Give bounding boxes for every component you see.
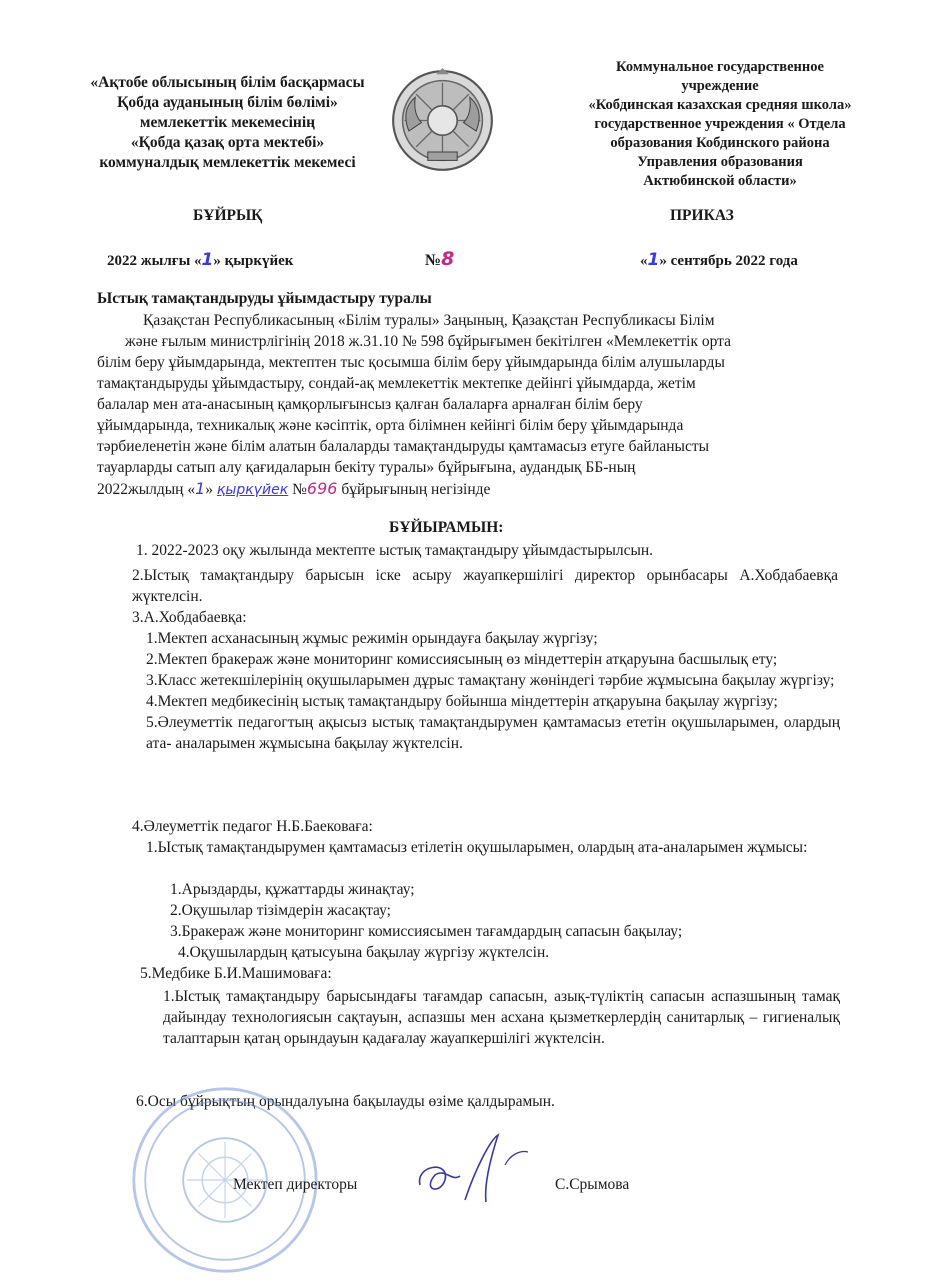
header-right-line: Управления образования xyxy=(637,154,803,170)
item-3-sub: 2.Мектеп бракераж және мониторинг комиссиясының өз міндеттерін атқаруына басшылық ету; xyxy=(146,651,778,668)
header-left-kz xyxy=(55,73,400,173)
preamble-date-prefix: 2022жылдың « xyxy=(97,481,196,498)
preamble-line: тамақтандыруды ұйымдастыру, сондай-ақ мемлекеттік мектепке дейінгі ұйымдарда, жетім xyxy=(97,375,696,392)
signature-icon xyxy=(410,1130,540,1210)
item-3-sub: 3.Класс жетекшілерінің оқушыларымен дұрыс тамақтану жөніндегі тәрбие жұмысына бақылау жүргізу; xyxy=(146,672,835,689)
date-ru xyxy=(640,250,798,270)
item-4-intro: 1.Ыстық тамақтандырумен қамтамасыз етілетін оқушыларымен, олардың ата-аналарымен жұмысы: xyxy=(146,839,808,856)
preamble-line: тәрбиеленетін және білім алатын балаларды тамақтандыруды қамтамасыз етуге байланысты xyxy=(97,438,710,455)
header-left-line: мемлекеттік мекемесінің xyxy=(139,114,316,131)
item-3-sub: 4.Мектеп медбикесінің ыстық тамақтандыру бойынша міндеттерін атқаруына бақылау жүргізу; xyxy=(146,693,778,710)
header-right-line: «Кобдинская казахская средняя школа» xyxy=(588,97,852,113)
item-3-subitems xyxy=(138,628,840,754)
item-3-heading: 3.А.Хобдабаевқа: xyxy=(132,609,247,626)
item-4-sub: 2.Оқушылар тізімдерін жасақтау; xyxy=(170,902,391,919)
date-kz xyxy=(107,250,293,270)
preamble-date-month: қыркүйек xyxy=(216,482,289,498)
signature-name: С.Срымова xyxy=(555,1176,630,1193)
date-kz-prefix: 2022 жылғы « xyxy=(107,253,202,269)
item-4-sub: 3.Бракераж және мониторинг комиссиясымен тағамдардың сапасын бақылау; xyxy=(170,923,683,940)
item-2: 2.Ыстық тамақтандыру барысын іске асыру жауапкершілігі директор орынбасары А.Хобдабаевқа жүктелсін. xyxy=(132,567,838,605)
preamble-line: балалар мен ата-анасының қамқорлығынсыз қалған балаларға арналған білім беру xyxy=(97,396,643,413)
signature-position: Мектеп директоры xyxy=(233,1176,358,1193)
item-3-sub: 5.Әлеуметтік педагогтың ақысыз ыстық тамақтандырумен қамтамасыз ететін оқушыларымен, олардың ата- аналарымен жұмысына бақылау жүктелсін. xyxy=(146,714,840,752)
item-4-subitems xyxy=(170,879,840,963)
date-ru-day: 1 xyxy=(647,250,660,270)
header-right-line: Коммунальное государственное xyxy=(616,59,824,75)
header-left-line: Қобда ауданының білім бөлімі» xyxy=(117,94,338,111)
header-right-line: Актюбинской области» xyxy=(643,173,797,189)
preamble-line: Қазақстан Республикасының «Білім туралы» Заңының, Қазақстан Республикасы Білім xyxy=(143,312,715,329)
order-heading: БҰЙЫРАМЫН: xyxy=(389,519,504,536)
header-left-line: коммуналдық мемлекеттік мекемесі xyxy=(99,154,356,171)
header-right-line: образования Кобдинского района xyxy=(610,135,830,151)
header-right-line: государственное учреждения « Отдела xyxy=(594,116,846,132)
preamble-line: білім беру ұйымдарында, мектептен тыс қосымша білім беру ұйымдарында білім алушыларды xyxy=(97,354,725,371)
preamble-line: және ғылым министрлігінің 2018 ж.31.10 № 598 бұйрығымен бекітілген «Мемлекеттік орта xyxy=(125,333,731,350)
preamble-date-mid: » xyxy=(205,481,214,498)
header-left-line: «Қобда қазақ орта мектебі» xyxy=(130,134,325,151)
item-1: 1. 2022-2023 оқу жылында мектепте ыстық тамақтандыру ұйымдастырылсын. xyxy=(136,542,654,559)
state-emblem-icon xyxy=(390,68,495,173)
item-5-text: 1.Ыстық тамақтандыру барысындағы тағамдар сапасын, азық-түліктің сапасын аспазшының тамақ дайындау технологиясын сақтауын, аспазшы мен асхана қызметкерлердің санитарлық – гигиеналық талаптарын қатаң орындауын қадағалау жауапкершілігі жүктелсін. xyxy=(163,988,840,1047)
item-6: 6.Осы бұйрықтың орындалуына бақылауды өзіме қалдырамын. xyxy=(136,1093,555,1110)
preamble-last-line xyxy=(97,478,842,501)
item-5-heading: 5.Медбике Б.И.Машимоваға: xyxy=(140,965,332,982)
preamble-date-day: 1 xyxy=(195,479,206,498)
date-ru-suffix: » сентябрь 2022 года xyxy=(659,253,798,269)
header-right-line: учреждение xyxy=(681,78,759,94)
order-number xyxy=(425,248,454,270)
header-left-line: «Ақтобе облысының білім басқармасы xyxy=(90,74,365,91)
item-3-sub: 1.Мектеп асханасының жұмыс режимін орындауға бақылау жүргізу; xyxy=(146,630,598,647)
order-number-prefix: № xyxy=(425,252,442,269)
date-ru-prefix: « xyxy=(640,253,648,269)
preamble-number: 696 xyxy=(306,479,338,498)
doc-type-kz: БҰЙРЫҚ xyxy=(193,207,263,224)
preamble xyxy=(97,310,842,501)
item-4-sub: 1.Арыздарды, құжаттарды жинақтау; xyxy=(170,881,415,898)
preamble-suffix: бұйрығының негізінде xyxy=(341,481,491,498)
date-kz-day: 1 xyxy=(201,250,214,270)
preamble-line: тауарларды сатып алу қағидаларын бекіту туралы» бұйрығына, аудандық ББ-ның xyxy=(97,459,636,476)
doc-type-ru: ПРИКАЗ xyxy=(670,207,734,224)
item-4-sub: 4.Оқушылардың қатысуына бақылау жүргізу жүктелсін. xyxy=(178,944,550,961)
header-right-ru xyxy=(555,58,885,191)
item-4-heading: 4.Әлеуметтік педагог Н.Б.Баековаға: xyxy=(132,818,373,835)
preamble-line: ұйымдарында, техникалық және кәсіптік, орта білімнен кейінгі білім беру ұйымдарында xyxy=(97,417,684,434)
order-number-value: 8 xyxy=(441,248,455,270)
document-title: Ыстық тамақтандыруды ұйымдастыру туралы xyxy=(97,290,432,307)
preamble-number-prefix: № xyxy=(288,481,307,498)
date-kz-suffix: » қыркүйек xyxy=(213,253,294,269)
